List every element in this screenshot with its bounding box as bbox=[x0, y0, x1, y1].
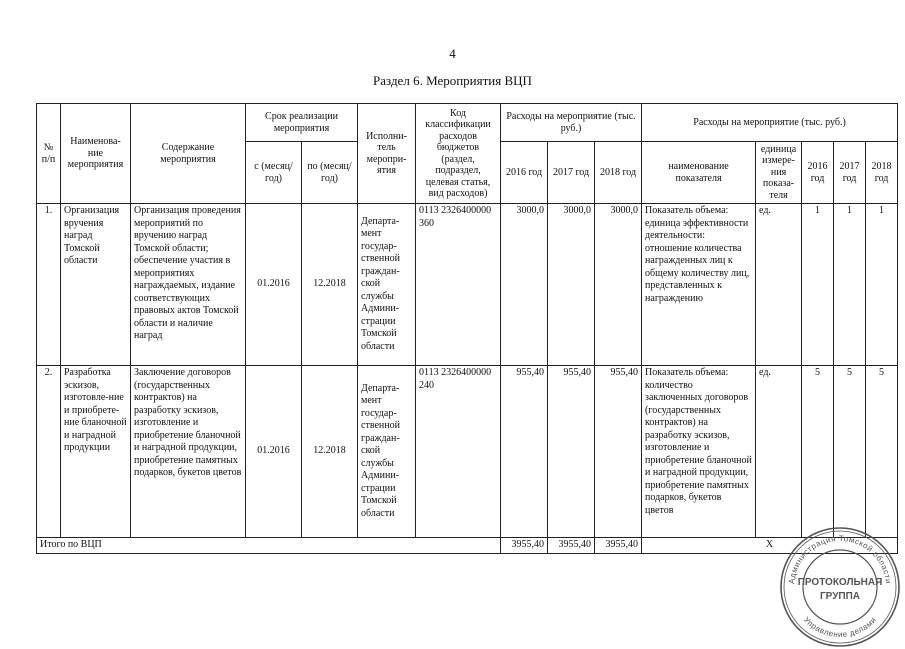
row-exp-2016: 955,40 bbox=[501, 366, 548, 538]
header-exp-2017: 2017 год bbox=[548, 142, 595, 204]
table-row bbox=[37, 204, 898, 366]
header-ind-2018: 2018 год bbox=[866, 142, 898, 204]
row-name: Организация вручения наград Томской области bbox=[61, 204, 131, 366]
header-name: Наименова-ние мероприятия bbox=[61, 104, 131, 204]
row-unit: ед. bbox=[756, 366, 802, 538]
table-row bbox=[37, 366, 898, 538]
header-ind-2017: 2017 год bbox=[834, 142, 866, 204]
header-indicators: Расходы на мероприятие (тыс. руб.) bbox=[642, 104, 898, 142]
row-content: Заключение договоров (государственных контрактов) на разработку эскизов, изготовление и приобретение бланочной и наградной продукции, приобретение памятных подарков, букетов цветов bbox=[131, 366, 246, 538]
row-num: 2. bbox=[37, 366, 61, 538]
row-ind-2017: 1 bbox=[834, 204, 866, 366]
total-exp-2018: 3955,40 bbox=[595, 538, 642, 554]
stamp-center-text-1: ПРОТОКОЛЬНАЯ bbox=[797, 577, 883, 588]
row-ind-2017: 5 bbox=[834, 366, 866, 538]
header-period: Срок реализации мероприятия bbox=[246, 104, 358, 142]
row-executor: Департа-мент государ-ственной граждан-ской службы Админи-страции Томской области bbox=[358, 204, 416, 366]
row-indicator: Показатель объема: количество заключенных договоров (государственных контрактов) на разработку эскизов, изготовление и приобретение бланочной и наградной продукции, приобретение памятных подарков, букетов цветов bbox=[642, 366, 756, 538]
header-indicator-name: наименование показателя bbox=[642, 142, 756, 204]
row-ind-2018: 5 bbox=[866, 366, 898, 538]
stamp-center-text-2: ГРУППА bbox=[819, 591, 861, 602]
row-num: 1. bbox=[37, 204, 61, 366]
header-ind-2016: 2016 год bbox=[802, 142, 834, 204]
row-exp-2017: 3000,0 bbox=[548, 204, 595, 366]
row-unit: ед. bbox=[756, 204, 802, 366]
row-exp-2018: 955,40 bbox=[595, 366, 642, 538]
official-stamp bbox=[778, 525, 902, 649]
stamp-ring-top: Администрация Томской области bbox=[787, 533, 893, 585]
header-expenses: Расходы на мероприятие (тыс. руб.) bbox=[501, 104, 642, 142]
row-exp-2017: 955,40 bbox=[548, 366, 595, 538]
header-content: Содержание мероприятия bbox=[131, 104, 246, 204]
row-indicator: Показатель объема: единица эффективности деятельности: отношение количества награжденных лиц к общему количеству лиц, представленных к награждению bbox=[642, 204, 756, 366]
header-code: Код классификации расходов бюджетов (раздел, подраздел, целевая статья, вид расходов) bbox=[416, 104, 501, 204]
row-exp-2018: 3000,0 bbox=[595, 204, 642, 366]
row-executor: Департа-мент государ-ственной граждан-ской службы Админи-страции Томской области bbox=[358, 366, 416, 538]
header-period-to: по (месяц/ год) bbox=[302, 142, 358, 204]
total-exp-2016: 3955,40 bbox=[501, 538, 548, 554]
header-executor: Исполни-тель меропри-ятия bbox=[358, 104, 416, 204]
row-period-to: 12.2018 bbox=[302, 204, 358, 366]
activities-table bbox=[36, 103, 898, 554]
row-content: Организация проведения мероприятий по вручению наград Томской области; обеспечение участия в мероприятиях награждаемых, издание соответствующих правовых актов Томской области и наличие наград bbox=[131, 204, 246, 366]
total-exp-2017: 3955,40 bbox=[548, 538, 595, 554]
row-ind-2018: 1 bbox=[866, 204, 898, 366]
stamp-ring-bottom: Управление делами bbox=[801, 615, 879, 640]
row-period-to: 12.2018 bbox=[302, 366, 358, 538]
header-exp-2018: 2018 год bbox=[595, 142, 642, 204]
total-row bbox=[37, 538, 898, 554]
header-num: № п/п bbox=[37, 104, 61, 204]
row-name: Разработка эскизов, изготовле-ние и приобрете-ние бланочной и наградной продукции bbox=[61, 366, 131, 538]
header-unit: единица измере-ния показа-теля bbox=[756, 142, 802, 204]
row-period-from: 01.2016 bbox=[246, 204, 302, 366]
row-code: 0113 2326400000 240 bbox=[416, 366, 501, 538]
row-exp-2016: 3000,0 bbox=[501, 204, 548, 366]
section-title: Раздел 6. Мероприятия ВЦП bbox=[373, 73, 532, 88]
row-period-from: 01.2016 bbox=[246, 366, 302, 538]
row-ind-2016: 5 bbox=[802, 366, 834, 538]
total-mark: Х bbox=[642, 538, 898, 554]
header-period-from: с (месяц/ год) bbox=[246, 142, 302, 204]
svg-text:Управление делами bbox=[802, 615, 878, 639]
page-number: 4 bbox=[449, 46, 456, 61]
row-code: 0113 2326400000 360 bbox=[416, 204, 501, 366]
total-label: Итого по ВЦП bbox=[37, 538, 501, 554]
header-exp-2016: 2016 год bbox=[501, 142, 548, 204]
row-ind-2016: 1 bbox=[802, 204, 834, 366]
